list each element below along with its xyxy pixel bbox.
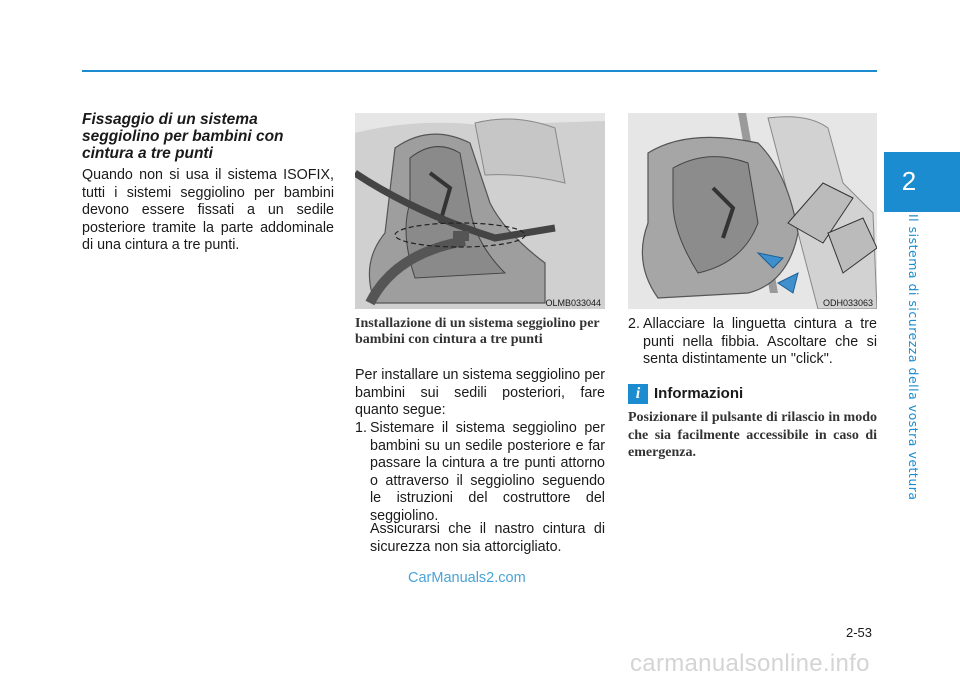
step-note: Assicurarsi che il nastro cintura di sicurezza non sia attorcigliato.	[370, 521, 605, 555]
info-icon: i	[628, 384, 648, 404]
watermark-link[interactable]: CarManuals2.com	[408, 570, 526, 586]
step-text: Allacciare la linguetta cintura a tre punti nella fibbia. Ascoltare che si senta distintamente un "click".	[643, 316, 877, 368]
list-item-step2	[628, 316, 877, 369]
child-seat-illustration	[355, 113, 605, 309]
info-text: Posizionare il pulsante di rilascio in modo che sia facilmente accessibile in caso di emergenza.	[628, 410, 877, 461]
info-title: Informazioni	[654, 385, 744, 402]
step-number: 1.	[355, 420, 367, 436]
chapter-number: 2	[901, 166, 917, 196]
list-item-step1	[355, 420, 605, 526]
intro-paragraph: Quando non si usa il sistema ISOFIX, tutti i sistemi seggiolino per bambini devono essere fissati a un sedile posteriore tramite la parte addominale di una cintura a tre punti.	[82, 167, 334, 254]
chapter-tab[interactable]	[884, 152, 960, 212]
figure-code: ODH033063	[822, 298, 873, 308]
step-number: 2.	[628, 316, 640, 332]
figure-child-seat	[355, 113, 605, 309]
install-intro: Per installare un sistema seggiolino per bambini sui sedili posteriori, fare quanto segue:	[355, 367, 605, 419]
header-rule	[82, 70, 877, 72]
buckle-illustration	[628, 113, 877, 309]
footer-watermark: carmanualsonline.info	[630, 650, 870, 677]
figure-code: OLMB033044	[545, 298, 601, 308]
install-heading: Installazione di un sistema seggiolino per bambini con cintura a tre punti	[355, 316, 600, 347]
step-text: Sistemare il sistema seggiolino per bambini su un sedile posteriore e far passare la cintura a tre punti attorno o attraverso il seggiolino seguendo le istruzioni del costruttore del seggiolino.	[370, 420, 605, 524]
figure-buckle	[628, 113, 877, 309]
page-number: 2-53	[846, 625, 873, 640]
section-heading: Fissaggio di un sistema seggiolino per bambini con cintura a tre punti	[82, 111, 284, 162]
chapter-title: Il sistema di sicurezza della vostra vettura	[906, 214, 921, 501]
